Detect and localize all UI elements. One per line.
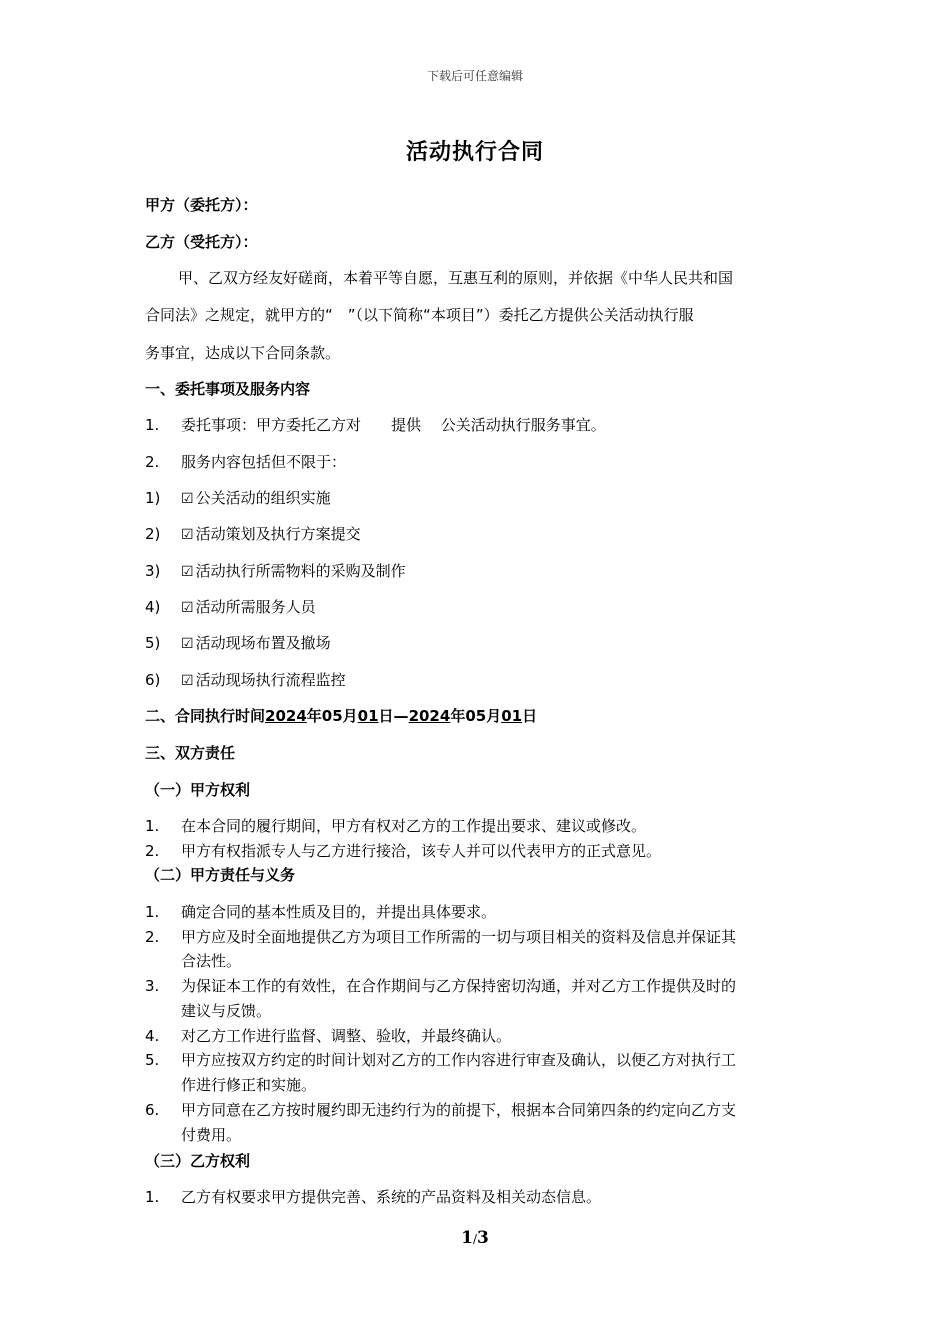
subsection-heading: （二）甲方责任与义务 xyxy=(145,866,296,884)
list-item xyxy=(145,1099,736,1120)
list-item xyxy=(145,451,346,472)
section-2-prefix: 二、合同执行时间 xyxy=(145,707,266,725)
service-item xyxy=(145,669,346,690)
item-number: 5) xyxy=(145,634,161,652)
item-number: 4. xyxy=(145,1027,160,1045)
item-number: 1) xyxy=(145,489,161,507)
item-number: 1. xyxy=(145,817,160,835)
section-3-heading: 三、双方责任 xyxy=(145,744,236,762)
checkbox-checked-icon: ☑ xyxy=(181,673,194,689)
intro-line-1: 甲、乙双方经友好磋商，本着平等自愿，互惠互利的原则，并依据《中华人民共和国 xyxy=(178,269,734,287)
list-item xyxy=(145,815,646,836)
item-number: 3. xyxy=(145,977,160,995)
item-number: 2. xyxy=(145,453,160,471)
item-number: 6) xyxy=(145,671,161,689)
item-text: 委托事项：甲方委托乙方对 提供 公关活动执行服务事宜。 xyxy=(181,416,606,434)
service-item xyxy=(145,596,316,617)
item-text: 在本合同的履行期间，甲方有权对乙方的工作提出要求、建议或修改。 xyxy=(181,817,647,835)
item-continuation: 付费用。 xyxy=(181,1126,242,1144)
total-pages: 3 xyxy=(477,1228,489,1248)
page-separator: / xyxy=(472,1232,478,1246)
list-item xyxy=(145,1025,511,1046)
item-number: 5. xyxy=(145,1051,160,1069)
item-continuation: 建议与反馈。 xyxy=(181,1002,272,1020)
end-month: 05 xyxy=(465,707,487,725)
party-a-label: 甲方（委托方）： xyxy=(145,196,258,214)
item-number: 1. xyxy=(145,1188,160,1206)
item-text: 甲方有权指派专人与乙方进行接洽，该专人并可以代表甲方的正式意见。 xyxy=(181,842,662,860)
page-header: 下载后可任意编辑 xyxy=(426,69,523,83)
checkbox-checked-icon: ☑ xyxy=(181,491,194,507)
item-text: 活动现场布置及撤场 xyxy=(195,634,331,652)
item-text: 乙方有权要求甲方提供完善、系统的产品资料及相关动态信息。 xyxy=(181,1188,602,1206)
checkbox-checked-icon: ☑ xyxy=(181,636,194,652)
section-2-heading xyxy=(145,705,537,726)
month-label: 月 xyxy=(486,707,502,725)
item-text: 确定合同的基本性质及目的，并提出具体要求。 xyxy=(181,903,497,921)
list-item xyxy=(145,926,736,947)
year-label: 年 xyxy=(450,707,466,725)
section-1-heading: 一、委托事项及服务内容 xyxy=(145,380,311,398)
item-text: 活动策划及执行方案提交 xyxy=(195,525,361,543)
list-item xyxy=(145,1186,601,1207)
service-item xyxy=(145,560,406,581)
checkbox-checked-icon: ☑ xyxy=(181,527,194,543)
intro-line-3: 务事宜，达成以下合同条款。 xyxy=(145,344,341,362)
item-number: 6. xyxy=(145,1101,160,1119)
item-text: 对乙方工作进行监督、调整、验收，并最终确认。 xyxy=(181,1027,512,1045)
day-label: 日 xyxy=(522,707,538,725)
item-text: 甲方应按双方约定的时间计划对乙方的工作内容进行审查及确认，以便乙方对执行工 xyxy=(181,1051,737,1069)
item-text: 甲方应及时全面地提供乙方为项目工作所需的一切与项目相关的资料及信息并保证其 xyxy=(181,928,737,946)
item-number: 2. xyxy=(145,842,160,860)
item-text: 活动现场执行流程监控 xyxy=(195,671,346,689)
list-item xyxy=(145,1049,736,1070)
current-page: 1 xyxy=(461,1228,473,1248)
item-text: 服务内容包括但不限于： xyxy=(181,453,347,471)
item-number: 2) xyxy=(145,525,161,543)
list-item xyxy=(145,414,606,435)
end-day: 01 xyxy=(501,707,523,725)
item-number: 1. xyxy=(145,416,160,434)
page-number xyxy=(0,1228,950,1248)
item-number: 3) xyxy=(145,562,161,580)
item-number: 2. xyxy=(145,928,160,946)
start-month: 05 xyxy=(321,707,343,725)
subsection-heading: （一）甲方权利 xyxy=(145,781,251,799)
item-text: 甲方同意在乙方按时履约即无违约行为的前提下，根据本合同第四条的约定向乙方支 xyxy=(181,1101,737,1119)
item-text: 为保证本工作的有效性，在合作期间与乙方保持密切沟通，并对乙方工作提供及时的 xyxy=(181,977,737,995)
item-text: 活动所需服务人员 xyxy=(195,598,316,616)
start-day: 01 xyxy=(357,707,379,725)
list-item xyxy=(145,840,661,861)
subsection-heading: （三）乙方权利 xyxy=(145,1152,251,1170)
item-continuation: 作进行修正和实施。 xyxy=(181,1076,317,1094)
item-number: 4) xyxy=(145,598,161,616)
month-label: 月 xyxy=(342,707,358,725)
checkbox-checked-icon: ☑ xyxy=(181,600,194,616)
day-label: 日— xyxy=(378,707,409,725)
start-year: 2024 xyxy=(265,707,307,725)
item-continuation: 合法性。 xyxy=(181,952,242,970)
checkbox-checked-icon: ☑ xyxy=(181,564,194,580)
service-item xyxy=(145,632,331,653)
item-text: 活动执行所需物料的采购及制作 xyxy=(195,562,406,580)
service-item xyxy=(145,523,361,544)
item-number: 1. xyxy=(145,903,160,921)
year-label: 年 xyxy=(306,707,322,725)
item-text: 公关活动的组织实施 xyxy=(195,489,331,507)
document-title: 活动执行合同 xyxy=(405,140,544,165)
party-b-label: 乙方（受托方）： xyxy=(145,233,258,251)
end-year: 2024 xyxy=(408,707,451,725)
intro-line-2: 合同法》之规定，就甲方的“ ”（以下简称“本项目”）委托乙方提供公关活动执行服 xyxy=(145,306,694,324)
list-item xyxy=(145,901,496,922)
service-item xyxy=(145,487,331,508)
list-item xyxy=(145,975,736,996)
